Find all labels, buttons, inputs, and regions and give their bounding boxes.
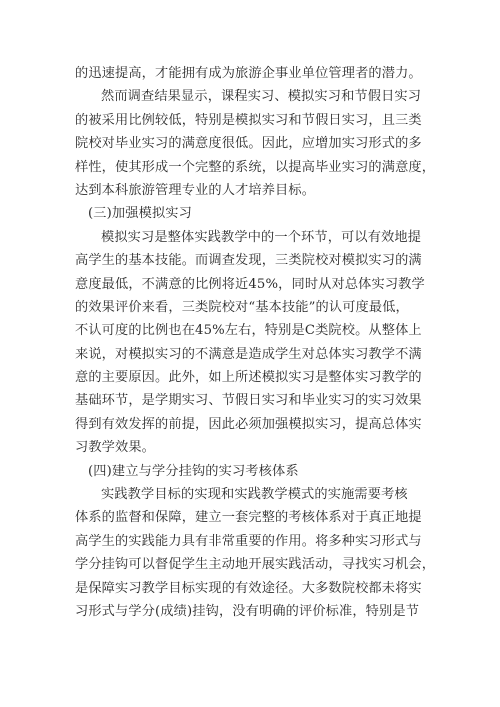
text-line: 的效果评价来看，三类院校对“基本技能”的认可度最低， [75, 299, 409, 315]
text-line: 得到有效发挥的前提，因此必须加强模拟实习，提高总体实 [75, 416, 422, 432]
text-line: 高学生的实践能力具有非常重要的作用。将多种实习形式与 [75, 533, 422, 549]
text-line: 是保障实习教学目标实现的有效途径。大多数院校都未将实 [75, 580, 422, 596]
text-line: 来说，对模拟实习的不满意是造成学生对总体实习教学不满 [75, 346, 422, 362]
text-line: 习形式与学分(成绩)挂钩，没有明确的评价标准，特别是节 [75, 603, 420, 619]
text-line: 不认可度的比例也在45%左右，特别是C类院校。从整体上 [75, 323, 422, 339]
paragraph-first-line: 然而调查结果显示，课程实习、模拟实习和节假日实习 [101, 89, 422, 105]
text-line: 达到本科旅游管理专业的人才培养目标。 [75, 182, 316, 198]
paragraph-first-line: 模拟实习是整体实践教学中的一个环节，可以有效地提 [101, 229, 422, 245]
text-line: 意度最低，不满意的比例将近45%，同时从对总体实习教学 [75, 276, 425, 292]
text-line: 高学生的基本技能。而调查发现，三类院校对模拟实习的满 [75, 253, 422, 269]
text-line: 学分挂钩可以督促学生主动地开展实践活动，寻找实习机会， [75, 557, 436, 573]
text-line: 意的主要原因。此外，如上所述模拟实习是整体实习教学的 [75, 370, 422, 386]
text-line: 样性，使其形成一个完整的系统，以提高毕业实习的满意度， [75, 159, 436, 175]
paragraph-first-line: 实践教学目标的实现和实践教学模式的实施需要考核 [101, 487, 408, 503]
section-heading: (三)加强模拟实习 [88, 206, 192, 222]
text-line: 习教学效果。 [75, 440, 156, 456]
text-line: 体系的监督和保障，建立一套完整的考核体系对于真正地提 [75, 510, 422, 526]
text-line: 的被采用比例较低，特别是模拟实习和节假日实习，且三类 [75, 112, 422, 128]
text-line: 基础环节，是学期实习、节假日实习和毕业实习的实习效果 [75, 393, 422, 409]
text-line: 的迅速提高，才能拥有成为旅游企事业单位管理者的潜力。 [75, 66, 422, 81]
document-body [75, 62, 435, 623]
text-line: 院校对毕业实习的满意度很低。因此，应增加实习形式的多 [75, 136, 422, 152]
section-heading: (四)建立与学分挂钩的实习考核体系 [88, 463, 299, 479]
